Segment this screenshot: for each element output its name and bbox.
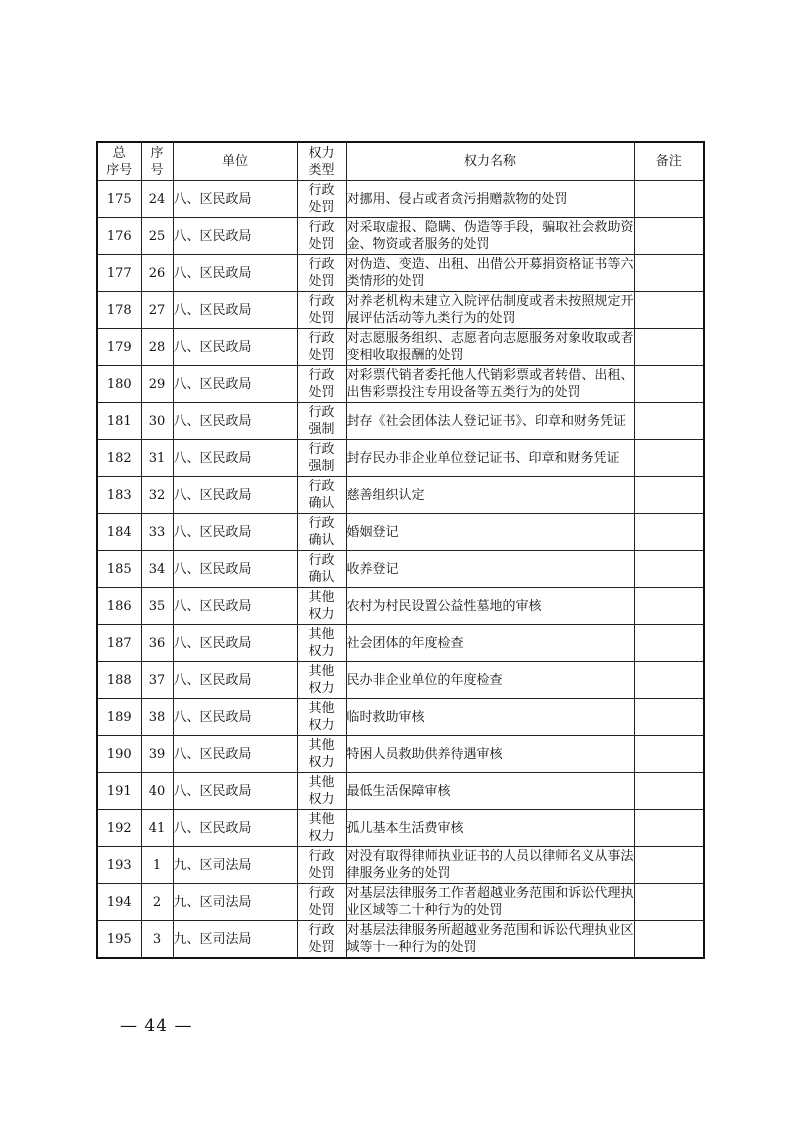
cell-power-type: 行政 处罚 xyxy=(297,847,346,884)
cell-remark xyxy=(634,440,704,477)
cell-unit: 八、区民政局 xyxy=(173,625,297,662)
cell-power-type: 行政 处罚 xyxy=(297,366,346,403)
cell-unit: 九、区司法局 xyxy=(173,847,297,884)
header-power-type: 权力 类型 xyxy=(297,142,346,181)
cell-seq-no: 32 xyxy=(141,477,173,514)
cell-total-no: 175 xyxy=(97,181,141,218)
cell-unit: 八、区民政局 xyxy=(173,773,297,810)
table-row xyxy=(97,847,704,884)
cell-power-name: 婚姻登记 xyxy=(346,514,634,551)
cell-power-name: 对没有取得律师执业证书的人员以律师名义从事法律服务业务的处罚 xyxy=(346,847,634,884)
cell-seq-no: 35 xyxy=(141,588,173,625)
cell-unit: 八、区民政局 xyxy=(173,662,297,699)
cell-remark xyxy=(634,403,704,440)
table-row xyxy=(97,699,704,736)
cell-power-type: 行政 处罚 xyxy=(297,218,346,255)
cell-unit: 九、区司法局 xyxy=(173,884,297,921)
cell-power-name: 对养老机构未建立入院评估制度或者未按照规定开展评估活动等九类行为的处罚 xyxy=(346,292,634,329)
cell-unit: 八、区民政局 xyxy=(173,292,297,329)
cell-total-no: 190 xyxy=(97,736,141,773)
table-row xyxy=(97,366,704,403)
cell-unit: 八、区民政局 xyxy=(173,218,297,255)
table-body xyxy=(97,181,704,959)
cell-power-name: 收养登记 xyxy=(346,551,634,588)
cell-power-type: 其他 权力 xyxy=(297,662,346,699)
cell-seq-no: 29 xyxy=(141,366,173,403)
cell-power-type: 行政 处罚 xyxy=(297,884,346,921)
cell-seq-no: 36 xyxy=(141,625,173,662)
cell-total-no: 188 xyxy=(97,662,141,699)
cell-remark xyxy=(634,773,704,810)
cell-remark xyxy=(634,736,704,773)
cell-unit: 八、区民政局 xyxy=(173,810,297,847)
cell-power-name: 对志愿服务组织、志愿者向志愿服务对象收取或者变相收取报酬的处罚 xyxy=(346,329,634,366)
cell-power-name: 最低生活保障审核 xyxy=(346,773,634,810)
cell-power-type: 行政 确认 xyxy=(297,514,346,551)
cell-total-no: 176 xyxy=(97,218,141,255)
cell-power-type: 行政 强制 xyxy=(297,403,346,440)
cell-seq-no: 38 xyxy=(141,699,173,736)
power-list-table xyxy=(96,141,705,959)
cell-unit: 八、区民政局 xyxy=(173,551,297,588)
cell-power-type: 其他 权力 xyxy=(297,699,346,736)
cell-seq-no: 33 xyxy=(141,514,173,551)
cell-unit: 八、区民政局 xyxy=(173,366,297,403)
cell-power-name: 封存《社会团体法人登记证书》、印章和财务凭证 xyxy=(346,403,634,440)
cell-seq-no: 31 xyxy=(141,440,173,477)
cell-unit: 八、区民政局 xyxy=(173,255,297,292)
table-row xyxy=(97,884,704,921)
cell-total-no: 194 xyxy=(97,884,141,921)
cell-remark xyxy=(634,588,704,625)
cell-power-type: 其他 权力 xyxy=(297,625,346,662)
header-seq-no: 序 号 xyxy=(141,142,173,181)
cell-seq-no: 24 xyxy=(141,181,173,218)
cell-seq-no: 25 xyxy=(141,218,173,255)
header-remark: 备注 xyxy=(634,142,704,181)
table-row xyxy=(97,810,704,847)
table-row xyxy=(97,588,704,625)
cell-unit: 八、区民政局 xyxy=(173,588,297,625)
page-number: — 44 — xyxy=(120,1016,193,1036)
header-total-no: 总 序号 xyxy=(97,142,141,181)
cell-remark xyxy=(634,625,704,662)
cell-unit: 八、区民政局 xyxy=(173,477,297,514)
cell-total-no: 184 xyxy=(97,514,141,551)
cell-total-no: 187 xyxy=(97,625,141,662)
cell-seq-no: 1 xyxy=(141,847,173,884)
cell-seq-no: 37 xyxy=(141,662,173,699)
cell-total-no: 182 xyxy=(97,440,141,477)
table-header-row xyxy=(97,142,704,181)
cell-power-name: 对伪造、变造、出租、出借公开募捐资格证书等六类情形的处罚 xyxy=(346,255,634,292)
cell-unit: 九、区司法局 xyxy=(173,921,297,959)
cell-power-type: 行政 处罚 xyxy=(297,181,346,218)
header-unit: 单位 xyxy=(173,142,297,181)
cell-seq-no: 26 xyxy=(141,255,173,292)
cell-remark xyxy=(634,551,704,588)
cell-remark xyxy=(634,810,704,847)
cell-power-type: 行政 处罚 xyxy=(297,255,346,292)
cell-total-no: 183 xyxy=(97,477,141,514)
header-power-name: 权力名称 xyxy=(346,142,634,181)
cell-unit: 八、区民政局 xyxy=(173,514,297,551)
table-row xyxy=(97,921,704,959)
table-row xyxy=(97,551,704,588)
table-row xyxy=(97,662,704,699)
cell-unit: 八、区民政局 xyxy=(173,440,297,477)
table-row xyxy=(97,218,704,255)
cell-remark xyxy=(634,366,704,403)
cell-total-no: 186 xyxy=(97,588,141,625)
cell-remark xyxy=(634,847,704,884)
cell-total-no: 191 xyxy=(97,773,141,810)
cell-remark xyxy=(634,329,704,366)
cell-remark xyxy=(634,255,704,292)
cell-remark xyxy=(634,181,704,218)
cell-remark xyxy=(634,218,704,255)
cell-seq-no: 39 xyxy=(141,736,173,773)
table-row xyxy=(97,736,704,773)
cell-total-no: 177 xyxy=(97,255,141,292)
cell-power-name: 孤儿基本生活费审核 xyxy=(346,810,634,847)
cell-total-no: 181 xyxy=(97,403,141,440)
cell-remark xyxy=(634,292,704,329)
cell-power-name: 农村为村民设置公益性墓地的审核 xyxy=(346,588,634,625)
cell-power-type: 其他 权力 xyxy=(297,810,346,847)
cell-power-type: 行政 处罚 xyxy=(297,329,346,366)
cell-total-no: 195 xyxy=(97,921,141,959)
cell-power-name: 封存民办非企业单位登记证书、印章和财务凭证 xyxy=(346,440,634,477)
cell-remark xyxy=(634,477,704,514)
cell-total-no: 180 xyxy=(97,366,141,403)
cell-unit: 八、区民政局 xyxy=(173,699,297,736)
cell-unit: 八、区民政局 xyxy=(173,329,297,366)
cell-power-type: 其他 权力 xyxy=(297,773,346,810)
cell-total-no: 185 xyxy=(97,551,141,588)
cell-power-name: 临时救助审核 xyxy=(346,699,634,736)
cell-unit: 八、区民政局 xyxy=(173,736,297,773)
cell-power-name: 慈善组织认定 xyxy=(346,477,634,514)
cell-power-type: 其他 权力 xyxy=(297,588,346,625)
cell-seq-no: 34 xyxy=(141,551,173,588)
cell-power-name: 对基层法律服务所超越业务范围和诉讼代理执业区域等十一种行为的处罚 xyxy=(346,921,634,959)
cell-power-name: 对采取虚报、隐瞒、伪造等手段，骗取社会救助资金、物资或者服务的处罚 xyxy=(346,218,634,255)
table-row xyxy=(97,292,704,329)
cell-remark xyxy=(634,662,704,699)
cell-total-no: 192 xyxy=(97,810,141,847)
cell-power-name: 民办非企业单位的年度检查 xyxy=(346,662,634,699)
table-row xyxy=(97,773,704,810)
cell-power-type: 行政 确认 xyxy=(297,551,346,588)
cell-power-type: 其他 权力 xyxy=(297,736,346,773)
cell-power-type: 行政 处罚 xyxy=(297,292,346,329)
table-row xyxy=(97,440,704,477)
cell-total-no: 189 xyxy=(97,699,141,736)
cell-power-type: 行政 处罚 xyxy=(297,921,346,959)
cell-power-type: 行政 强制 xyxy=(297,440,346,477)
cell-remark xyxy=(634,884,704,921)
table-row xyxy=(97,514,704,551)
cell-power-name: 对基层法律服务工作者超越业务范围和诉讼代理执业区域等二十种行为的处罚 xyxy=(346,884,634,921)
cell-power-name: 特困人员救助供养待遇审核 xyxy=(346,736,634,773)
table-row xyxy=(97,181,704,218)
cell-seq-no: 41 xyxy=(141,810,173,847)
table-row xyxy=(97,255,704,292)
cell-total-no: 179 xyxy=(97,329,141,366)
cell-seq-no: 27 xyxy=(141,292,173,329)
cell-total-no: 193 xyxy=(97,847,141,884)
table-row xyxy=(97,625,704,662)
cell-seq-no: 40 xyxy=(141,773,173,810)
cell-unit: 八、区民政局 xyxy=(173,181,297,218)
cell-seq-no: 30 xyxy=(141,403,173,440)
cell-power-name: 社会团体的年度检查 xyxy=(346,625,634,662)
table-row xyxy=(97,403,704,440)
cell-total-no: 178 xyxy=(97,292,141,329)
cell-seq-no: 28 xyxy=(141,329,173,366)
cell-remark xyxy=(634,699,704,736)
cell-power-type: 行政 确认 xyxy=(297,477,346,514)
cell-remark xyxy=(634,921,704,959)
cell-seq-no: 2 xyxy=(141,884,173,921)
cell-seq-no: 3 xyxy=(141,921,173,959)
cell-power-name: 对挪用、侵占或者贪污捐赠款物的处罚 xyxy=(346,181,634,218)
cell-unit: 八、区民政局 xyxy=(173,403,297,440)
cell-power-name: 对彩票代销者委托他人代销彩票或者转借、出租、出售彩票投注专用设备等五类行为的处罚 xyxy=(346,366,634,403)
table-row xyxy=(97,477,704,514)
cell-remark xyxy=(634,514,704,551)
table-row xyxy=(97,329,704,366)
